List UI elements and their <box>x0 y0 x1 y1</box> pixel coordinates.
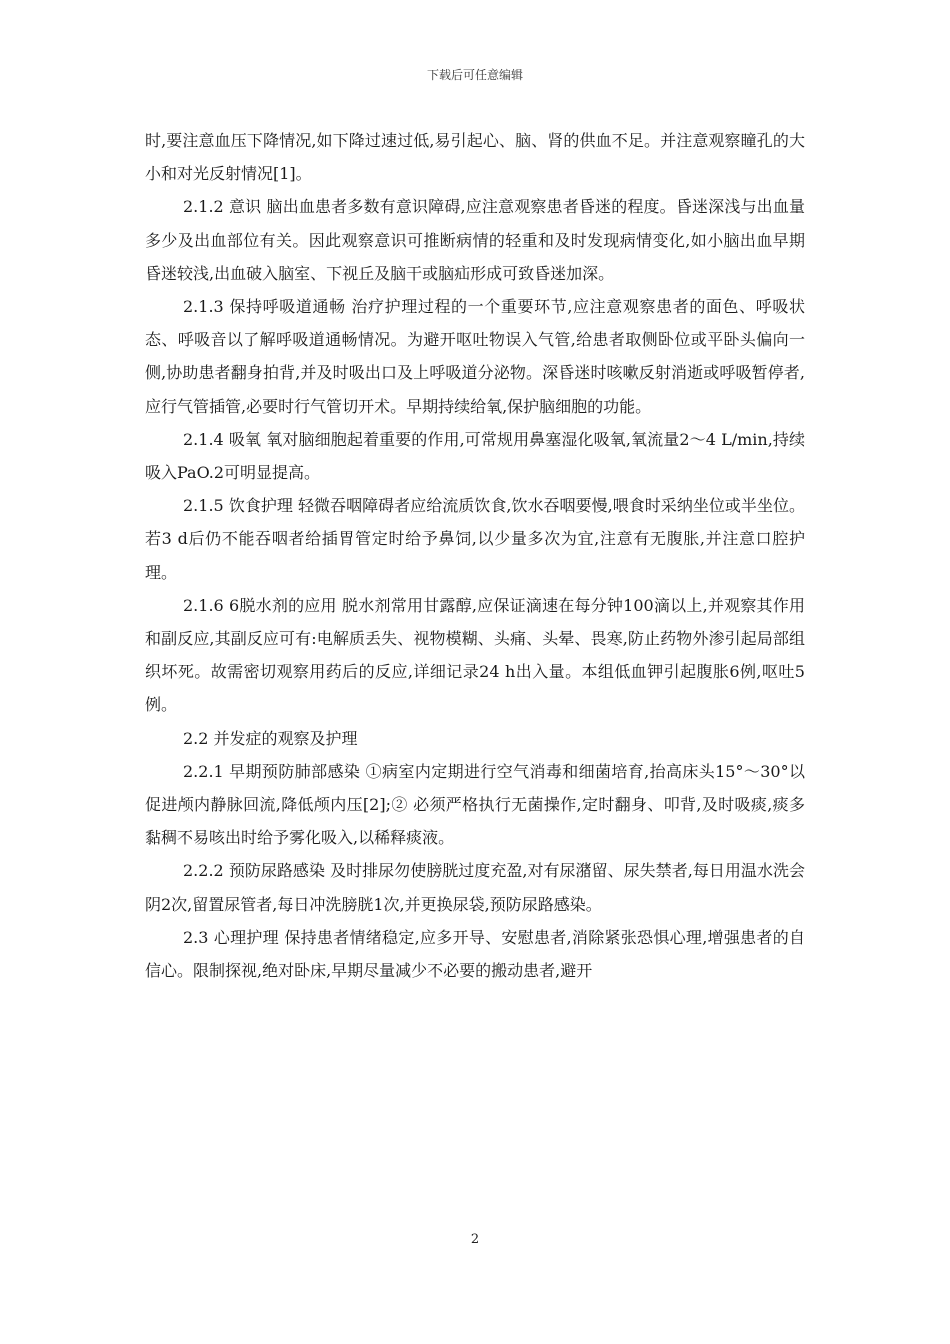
paragraph-oxygen: 2.1.4 吸氧 氧对脑细胞起着重要的作用,可常规用鼻塞湿化吸氧,氧流量2～4 L/min,持续吸入PaO.2可明显提高。 <box>145 429 805 483</box>
paragraph-continuation: 时,要注意血压下降情况,如下降过速过低,易引起心、脑、肾的供血不足。并注意观察瞳孔的大小和对光反射情况[1]。 <box>145 131 805 184</box>
paragraph-airway: 2.1.3 保持呼吸道通畅 治疗护理过程的一个重要环节,应注意观察患者的面色、呼吸状态、呼吸音以了解呼吸道通畅情况。为避开呕吐物误入气管,给患者取侧卧位或平卧头偏向一侧,协助患者翻身拍背,并及时吸出口及上呼吸道分泌物。深昏迷时咳嗽反射消逝或呼吸暂停者,应行气管插管,必要时行气管切开术。早期持续给氧,保护脑细胞的功能。 <box>145 297 805 416</box>
document-body <box>145 124 805 987</box>
paragraph-consciousness: 2.1.2 意识 脑出血患者多数有意识障碍,应注意观察患者昏迷的程度。昏迷深浅与出血量多少及出血部位有关。因此观察意识可推断病情的轻重和及时发现病情变化,如小脑出血早期昏迷较浅,出血破入脑室、下视丘及脑干或脑疝形成可致昏迷加深。 <box>145 197 805 283</box>
paragraph-lung-infection: 2.2.1 早期预防肺部感染 ①病室内定期进行空气消毒和细菌培育,抬高床头15°～30°以促进颅内静脉回流,降低颅内压[2];② 必须严格执行无菌操作,定时翻身、叩背,及时吸痰,痰多黏稠不易咳出时给予雾化吸入,以稀释痰液。 <box>145 761 805 848</box>
section-heading-complications: 2.2 并发症的观察及护理 <box>183 728 358 748</box>
paragraph-urinary-infection: 2.2.2 预防尿路感染 及时排尿勿使膀胱过度充盈,对有尿潴留、尿失禁者,每日用温水洗会阴2次,留置尿管者,每日冲洗膀胱1次,并更换尿袋,预防尿路感染。 <box>145 861 805 914</box>
paragraph-diet: 2.1.5 饮食护理 轻微吞咽障碍者应给流质饮食,饮水吞咽要慢,喂食时采纳坐位或半坐位。若3 d后仍不能吞咽者给插胃管定时给予鼻饲,以少量多次为宜,注意有无腹胀,并注意口腔护理。 <box>145 496 805 582</box>
paragraph-dehydrant: 2.1.6 6脱水剂的应用 脱水剂常用甘露醇,应保证滴速在每分钟100滴以上,并观察其作用和副反应,其副反应可有:电解质丢失、视物模糊、头痛、头晕、畏寒,防止药物外渗引起局部组织坏死。故需密切观察用药后的反应,详细记录24 h出入量。本组低血钾引起腹胀6例,呕吐5例。 <box>145 595 805 715</box>
paragraph-psychological-care: 2.3 心理护理 保持患者情绪稳定,应多开导、安慰患者,消除紧张恐惧心理,增强患者的自信心。限制探视,绝对卧床,早期尽量减少不必要的搬动患者,避开 <box>145 927 805 981</box>
page-header: 下载后可任意编辑 <box>426 68 523 82</box>
page-number: 2 <box>470 1232 480 1247</box>
